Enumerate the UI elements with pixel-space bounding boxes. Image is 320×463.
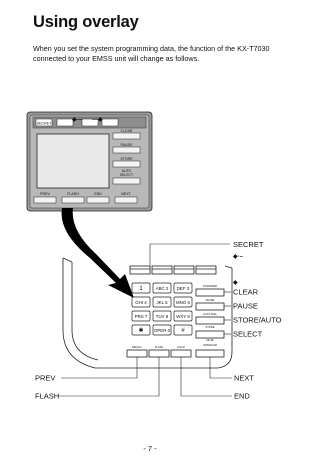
auto-dial-small-label: AUTO DIAL [203,313,217,316]
callout-select: SELECT [233,329,263,339]
intercom-small-label: INTERCOM [203,344,217,347]
dial-key-label: OPER 0 [153,328,171,333]
callout-end: END [234,391,250,401]
page-title: Using overlay [33,13,139,31]
overlay-prev-label: PREV [40,192,50,196]
overlay-flash-label: FLASH [67,192,79,196]
dial-key-label: ✱ [138,328,144,334]
recall-small-label: RECALL [131,346,143,349]
overlay-select-label: SELECT [119,173,134,177]
overlay-clear-label: CLEAR [120,129,133,133]
dial-key-label: WXY 9 [176,314,190,319]
callout-secret: SECRET [233,240,264,249]
dial-key-label: # [181,328,185,334]
overlay-pause-label: PAUSE [120,143,133,147]
placement-arrow-icon [62,208,134,298]
hold-small-label: HOLD [177,346,185,349]
intro-text: When you set the system programming data, the function of the KX-T7030 connected to your EMSS unit will change as follows. [33,44,270,63]
callout-next: NEXT [234,373,255,383]
overlay-auto-label: AUTO [121,169,132,173]
store-small-label: STORE [205,326,215,329]
right-arrow-icon: —◆ [92,117,103,123]
dial-key-label: TUV 8 [155,314,169,319]
dial-keypad [132,283,192,335]
telephone-top-keys [130,266,216,274]
dial-key-label: MNO 6 [176,300,190,305]
overlay-end-label: END [94,192,102,196]
overlay-secret-label: SECRET [36,121,52,126]
right-arrow-callout-icon: ◆ [233,280,238,286]
dial-key-label: 1 [139,286,143,292]
callout-clear: CLEAR [233,287,259,297]
left-arrow-icon: ◆— [72,117,83,123]
transfer-small-label: TRANSFER [203,285,217,288]
telephone-bottom-keys [127,350,224,357]
display-window [37,134,109,188]
mute-small-label: MUTE [206,339,214,342]
dial-key-label: DEF 3 [176,286,190,291]
overlay-store-label: STORE [120,157,133,161]
left-arrow-callout-icon: ◆·– [233,254,243,260]
flash-small-label: FLASH [154,346,164,349]
callout-flash: FLASH [35,391,60,401]
dial-key-label: JKL 5 [156,300,168,305]
callout-prev: PREV [35,373,56,383]
dial-key-label: ABC 2 [155,286,169,291]
dial-key-label: GHI 4 [135,300,147,305]
overlay-panel [27,112,152,211]
callout-store-auto: STORE/AUTO [233,315,282,325]
pause-small-label: PAUSE [205,299,215,302]
page-number: - 7 - [143,444,157,453]
overlay-next-label: NEXT [121,192,131,196]
callout-pause: PAUSE [233,301,258,311]
dial-key-label: PRS 7 [134,314,148,319]
